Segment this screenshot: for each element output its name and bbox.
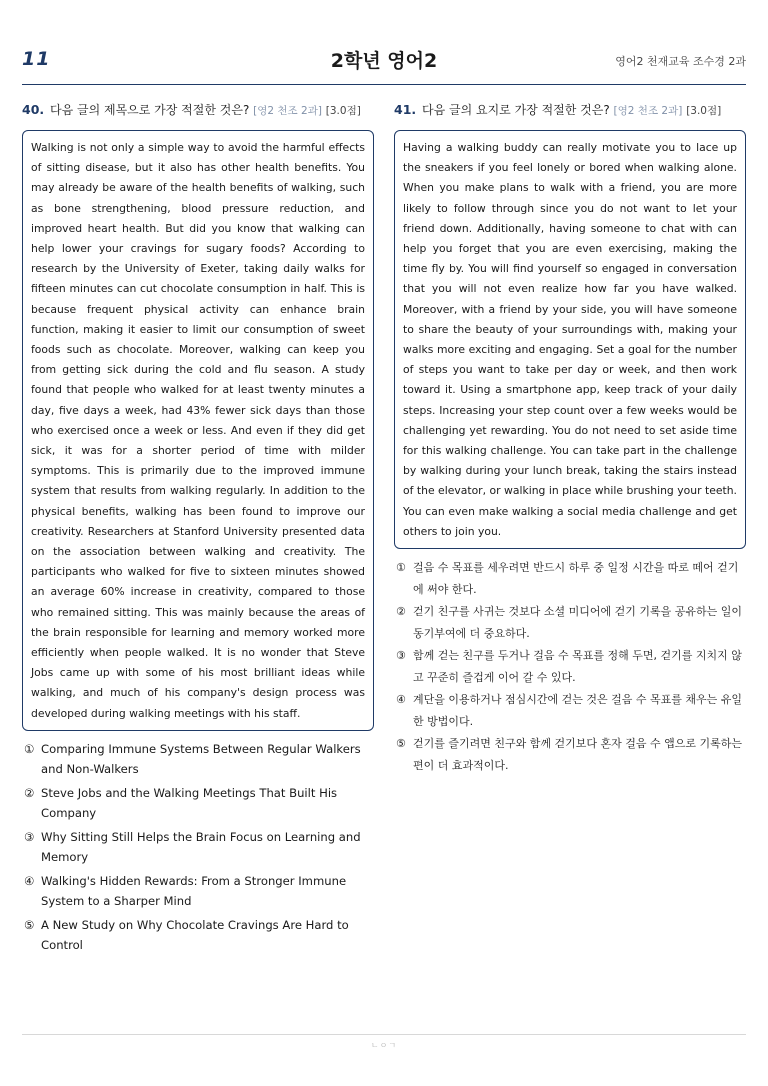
question-41-heading [394, 100, 746, 121]
exam-title: 2학년 영어2 [330, 50, 438, 72]
choice-text: 걷기 친구를 사귀는 것보다 소셜 미디어에 걷기 기록을 공유하는 일이 동기부여에 더 중요하다. [413, 605, 742, 640]
choice-text: 함께 걷는 친구를 두거나 걸음 수 목표를 정해 두면, 걷기를 지치지 않고 꾸준히 즐겁게 이어 갈 수 있다. [413, 649, 742, 684]
choice-text: 걸음 수 목표를 세우려면 반드시 하루 중 일정 시간을 따로 떼어 걷기에 써야 한다. [413, 561, 739, 596]
footer-divider [22, 1034, 746, 1035]
answer-choice-5[interactable] [394, 733, 746, 776]
answer-choices [394, 557, 746, 776]
question-40 [22, 100, 374, 959]
answer-choice-3[interactable] [394, 645, 746, 688]
choice-text: A New Study on Why Chocolate Cravings Are Hard to Control [41, 917, 349, 953]
reading-passage: Having a walking buddy can really motivate you to lace up the sneakers if you feel lonely or bored when walking alone. When you make plans to walk with a friend, you are more likely to follow through since you do not want to let your friend down. Additionally, having someone to chat with can help you forget that you are even exercising, making the time fly by. You will find yourself so engaged in conversation that you will not even realize how far you have walked. Moreover, with a friend by your side, you will have someone to share the beauty of your surroundings with, making your walks more exciting and engaging. Set a goal for the number of steps you want to take per day or week, and then work toward it. Using a smartphone app, keep track of your daily steps. Increasing your step count over a few weeks would be challenging yet rewarding. You do not need to set aside time for this walking challenge. You can take part in the challenge by walking during your lunch break, taking the stairs instead of the elevator, or walking in place while brushing your teeth. You can even make walking a social media challenge and get others to join you. [394, 130, 746, 549]
footer-mark: ㄴㅇㄱ [370, 1041, 398, 1050]
choice-text: Why Sitting Still Helps the Brain Focus on Learning and Memory [41, 829, 361, 865]
answer-choice-2[interactable] [394, 601, 746, 644]
answer-choice-1[interactable] [394, 557, 746, 600]
page-number: 11 [22, 48, 51, 70]
question-41 [394, 100, 746, 777]
answer-choice-4[interactable] [22, 871, 374, 912]
question-40-heading [22, 100, 374, 121]
choice-marker: ⑤ [396, 737, 406, 751]
choice-marker: ④ [24, 873, 35, 888]
answer-choice-2[interactable] [22, 783, 374, 824]
choice-text: 걷기를 즐기려면 친구와 함께 걷기보다 혼자 걸음 수 앱으로 기록하는 편이 더 효과적이다. [413, 737, 742, 772]
choice-marker: ① [396, 561, 406, 575]
choice-text: Comparing Immune Systems Between Regular Walkers and Non-Walkers [41, 741, 361, 777]
answer-choice-4[interactable] [394, 689, 746, 732]
choice-marker: ⑤ [24, 917, 35, 932]
choice-marker: ② [24, 785, 35, 800]
header-divider [22, 84, 746, 85]
reading-passage: Walking is not only a simple way to avoid the harmful effects of sitting disease, but it also has other health benefits. You may already be aware of the health benefits of walking, such as bone strengthening, blood pressure reduction, and improved heart health. But did you know that walking can help lower your cravings for sugary foods? According to research by the University of Exeter, taking daily walks for fifteen minutes can cut chocolate consumption in half. This is because frequent physical activity can enhance brain function, making it easier to limit our consumption of sweet foods such as chocolate. Moreover, walking can keep you from getting sick during the cold and flu season. A study found that people who walked for at least twenty minutes a day, five days a week, had 43% fewer sick days than those who exercised once a week or less. And even if they did get sick, it was for a shorter period of time with milder symptoms. This is primarily due to the improved immune system that results from walking regularly. In addition to the physical benefits, walking has been found to improve our creativity. Researchers at Stanford University presented data on the association between walking and creativity. The participants who walked for five to sixteen minutes showed an average 60% increase in creativity, compared to those who remained sitting. This was mainly because the areas of the brain responsible for learning and memory worked more efficiently when people walked. It is no wonder that Steve Jobs came up with some of his most brilliant ideas while walking, and much of his company's design process was developed during walking meetings with his staff. [22, 130, 374, 731]
question-tag: [영2 천조 2과] [253, 105, 322, 117]
answer-choices [22, 739, 374, 956]
choice-text: 계단을 이용하거나 점심시간에 걷는 것은 걸음 수 목표를 채우는 유일한 방법이다. [413, 693, 742, 728]
choice-text: Steve Jobs and the Walking Meetings That Built His Company [41, 785, 338, 821]
answer-choice-5[interactable] [22, 915, 374, 956]
answer-choice-3[interactable] [22, 827, 374, 868]
question-prompt: 다음 글의 요지로 가장 적절한 것은? [421, 103, 610, 117]
choice-marker: ② [396, 605, 406, 619]
choice-marker: ③ [24, 829, 35, 844]
question-prompt: 다음 글의 제목으로 가장 적절한 것은? [49, 103, 250, 117]
question-number: 41. [394, 102, 417, 117]
exam-source: 영어2 천재교육 조수경 2과 [615, 55, 746, 68]
choice-marker: ① [24, 741, 35, 756]
question-points: [3.0점] [686, 105, 722, 117]
question-number: 40. [22, 102, 45, 117]
question-tag: [영2 천조 2과] [613, 105, 683, 117]
page-header [22, 44, 746, 78]
choice-marker: ④ [396, 693, 406, 707]
question-points: [3.0점] [325, 105, 361, 117]
answer-choice-1[interactable] [22, 739, 374, 780]
choice-text: Walking's Hidden Rewards: From a Stronger Immune System to a Sharper Mind [41, 873, 347, 909]
choice-marker: ③ [396, 649, 406, 663]
